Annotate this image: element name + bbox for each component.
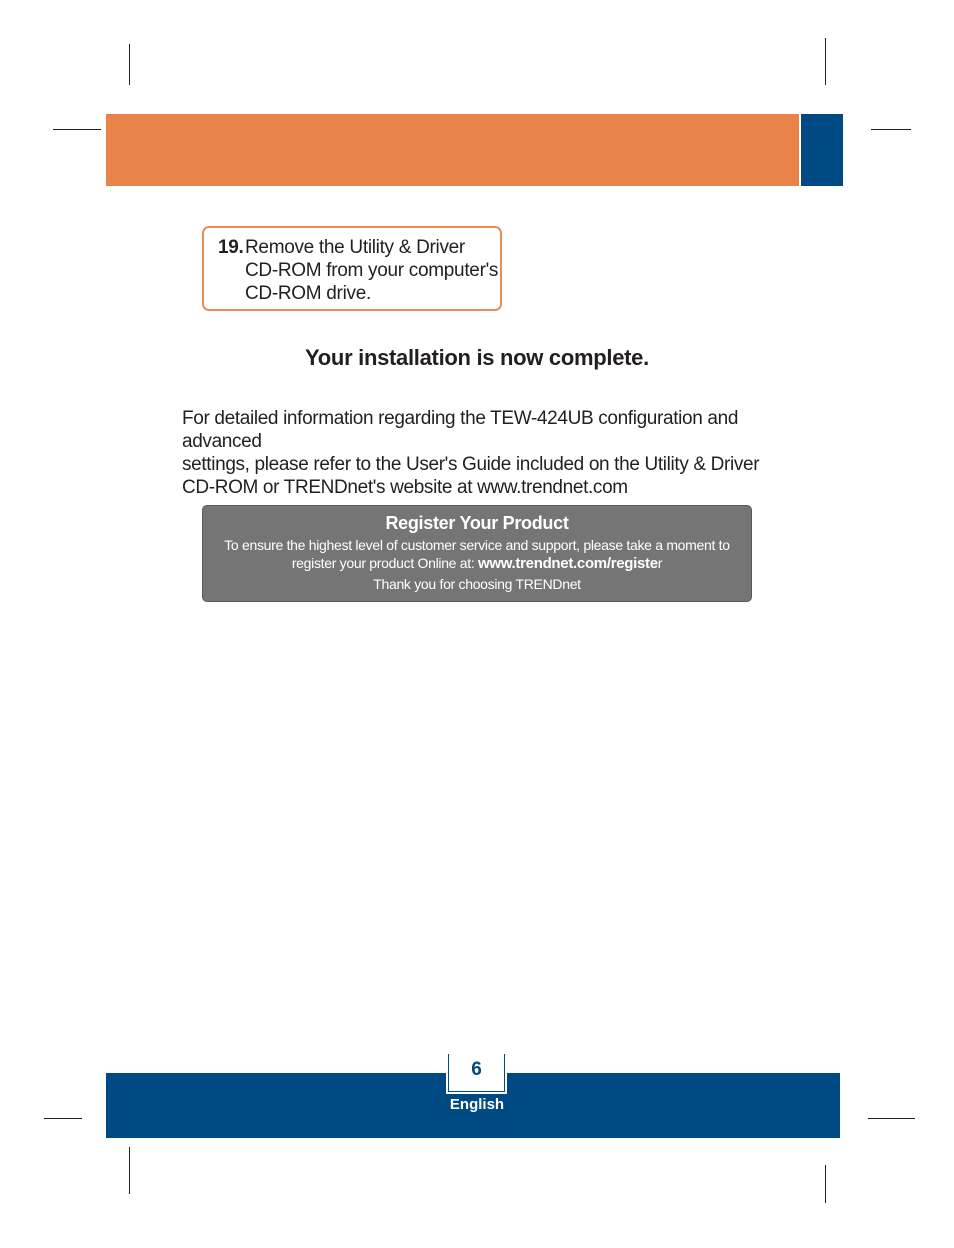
step-number: 19.: [218, 237, 244, 258]
crop-mark-top-left-vertical: [129, 44, 130, 85]
register-url-tail: r: [657, 555, 663, 571]
crop-mark-top-right-vertical: [825, 38, 826, 85]
step-text: [245, 236, 503, 305]
completion-title: Your installation is now complete.: [305, 345, 649, 370]
info-paragraph: [182, 407, 802, 499]
register-line-2: [203, 555, 751, 572]
step-line: CD-ROM drive.: [245, 283, 371, 304]
step-line: CD-ROM from your computer's: [245, 260, 499, 281]
register-url[interactable]: www.trendnet.com/registe: [478, 555, 658, 572]
header-tab: [801, 114, 843, 186]
register-line-3: Thank you for choosing TRENDnet: [373, 576, 581, 592]
crop-mark-bottom-right-horizontal: [868, 1118, 915, 1119]
info-line: For detailed information regarding the TEW-424UB configuration and advanced: [182, 408, 739, 452]
crop-mark-bottom-left-horizontal: [44, 1118, 82, 1119]
step-line: Remove the Utility & Driver: [245, 237, 465, 258]
header-bar: [106, 114, 799, 186]
crop-mark-top-right-horizontal: [871, 129, 911, 130]
info-line: CD-ROM or TRENDnet's website at www.trendnet.com: [182, 477, 628, 498]
register-title: Register Your Product: [385, 513, 569, 533]
info-line: settings, please refer to the User's Guide included on the Utility & Driver: [182, 454, 760, 475]
language-label: English: [449, 1096, 505, 1113]
step-box: [202, 226, 502, 311]
crop-mark-top-left-horizontal: [53, 129, 101, 130]
crop-mark-bottom-left-vertical: [129, 1147, 130, 1194]
register-line-1: To ensure the highest level of customer service and support, please take a moment to: [224, 537, 730, 553]
register-prefix: register your product Online at:: [291, 555, 475, 571]
crop-mark-bottom-right-vertical: [825, 1165, 826, 1203]
page-number: 6: [471, 1059, 482, 1080]
register-box: [202, 505, 752, 602]
